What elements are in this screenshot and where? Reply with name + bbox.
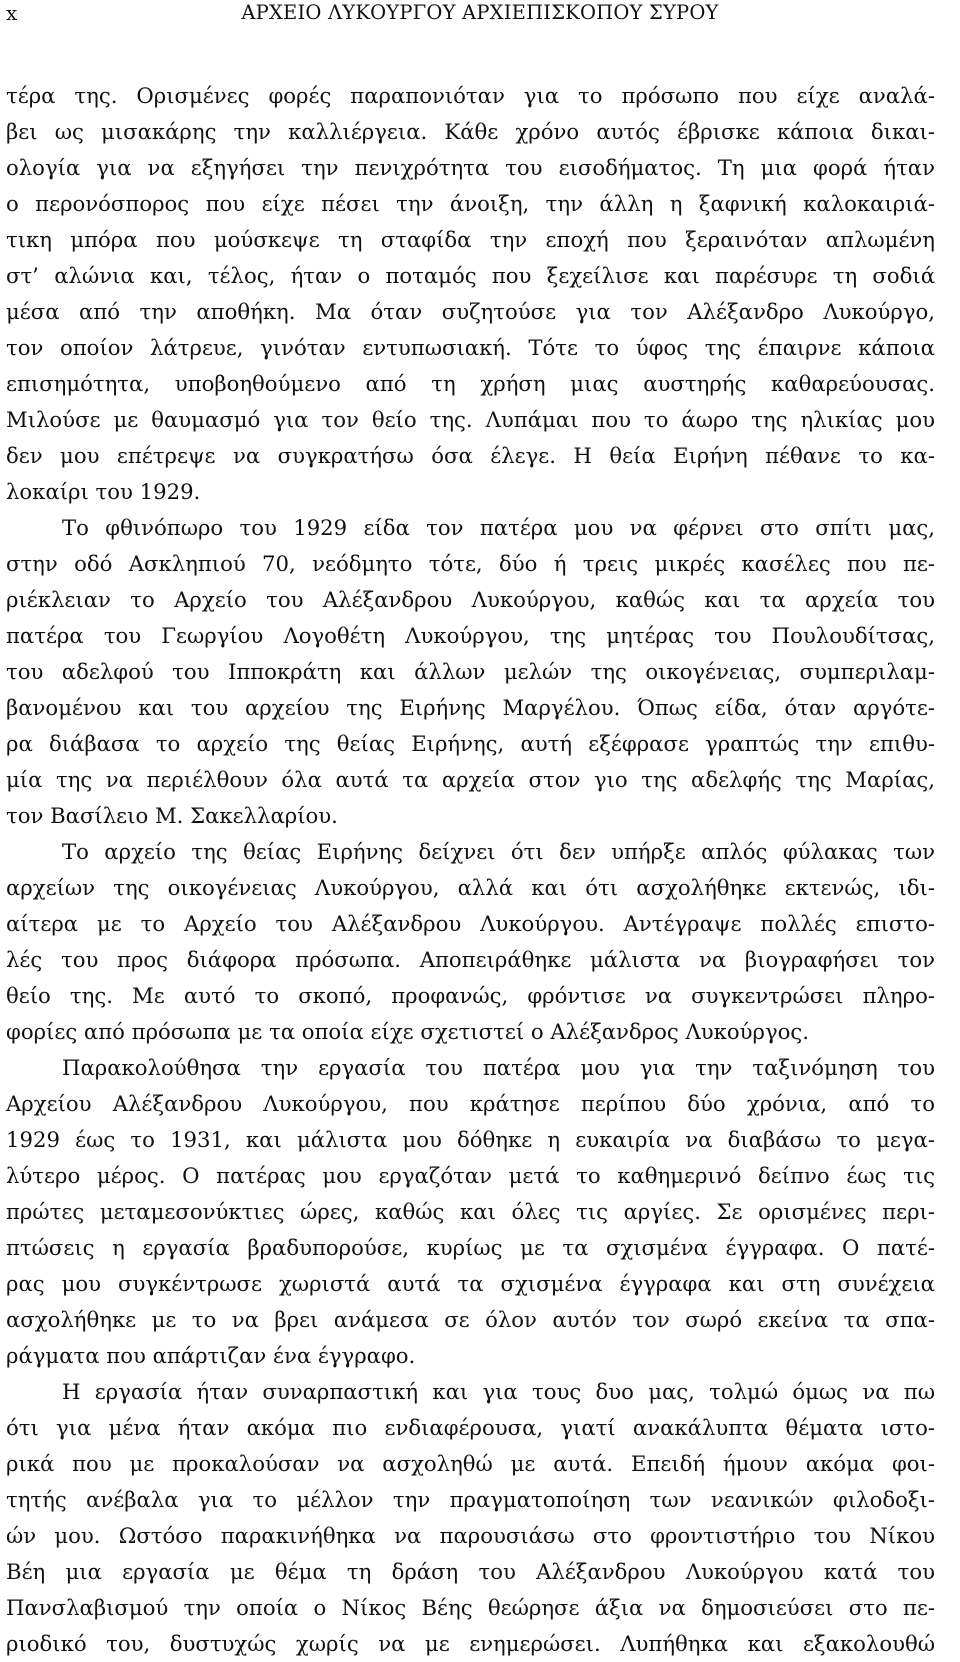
text-line: ριοδικό του, δυστυχώς χωρίς να με ενημερώσει. Λυπήθηκα και εξακολουθώ — [6, 1631, 935, 1656]
text-line: πατέρα του Γεωργίου Λογοθέτη Λυκούργου, της μητέρας του Πουλουδίτσας, — [6, 623, 935, 648]
text-line: ασχολήθηκε με το να βρει ανάμεσα σε όλον αυτόν τον σωρό εκείνα τα σπα- — [6, 1307, 935, 1332]
paragraph-first-line: Το φθινόπωρο του 1929 είδα τον πατέρα μου να φέρνει στο σπίτι μας, — [62, 515, 935, 540]
page-number: x — [6, 1, 18, 25]
page-header — [0, 0, 960, 30]
text-line: δεν μου επέτρεψε να συγκρατήσω όσα έλεγε. Η θεία Ειρήνη πέθανε το κα- — [6, 443, 935, 468]
text-line: ολογία για να εξηγήσει την πενιχρότητα του εισοδήματος. Τη μια φορά ήταν — [6, 155, 935, 180]
text-line: ών μου. Ωστόσο παρακινήθηκα να παρουσιάσω στο φροντιστήριο του Νίκου — [6, 1523, 935, 1548]
paragraph-first-line: Το αρχείο της θείας Ειρήνης δείχνει ότι δεν υπήρξε απλός φύλακας των — [62, 839, 935, 864]
text-line: αρχείων της οικογένειας Λυκούργου, αλλά και ότι ασχολήθηκε εκτενώς, ιδι- — [6, 875, 935, 900]
text-line: στ’ αλώνια και, τέλος, ήταν ο ποταμός που ξεχείλισε και παρέσυρε τη σοδιά — [6, 263, 935, 288]
text-line: μέσα από την αποθήκη. Μα όταν συζητούσε για τον Αλέξανδρο Λυκούργο, — [6, 299, 935, 324]
text-line: Αρχείου Αλέξανδρου Λυκούργου, που κράτησε περίπου δύο χρόνια, από το — [6, 1091, 935, 1116]
paragraph-first-line: Παρακολούθησα την εργασία του πατέρα μου για την ταξινόμηση του — [62, 1055, 935, 1080]
text-line: μία της να περιέλθουν όλα αυτά τα αρχεία στον γιο της αδελφής της Μαρίας, — [6, 767, 935, 792]
text-line: τον οποίον λάτρευε, γινόταν εντυπωσιακή. Τότε το ύφος της έπαιρνε κάποια — [6, 335, 935, 360]
text-line: λές του προς διάφορα πρόσωπα. Αποπειράθηκε μάλιστα να βιογραφήσει τον — [6, 947, 935, 972]
text-line: τητής ανέβαλα για το μέλλον την πραγματοποίηση των νεανικών φιλοδοξι- — [6, 1487, 935, 1512]
text-line: Μιλούσε με θαυμασμό για τον θείο της. Λυπάμαι που το άωρο της ηλικίας μου — [6, 407, 935, 432]
text-line: θείο της. Με αυτό το σκοπό, προφανώς, φρόντισε να συγκεντρώσει πληρο- — [6, 983, 935, 1008]
text-line: τέρα της. Ορισμένες φορές παραπονιόταν για το πρόσωπο που είχε αναλά- — [6, 83, 935, 108]
text-line: ο περονόσπορος που είχε πέσει την άνοιξη, την άλλη η ξαφνική καλοκαιριά- — [6, 191, 935, 216]
text-line: βανομένου και του αρχείου της Ειρήνης Μαργέλου. Όπως είδα, όταν αργότε- — [6, 695, 935, 720]
text-line: πρώτες μεταμεσονύκτιες ώρες, καθώς και όλες τις αργίες. Σε ορισμένες περι- — [6, 1199, 935, 1224]
text-line: ρα διάβασα το αρχείο της θείας Ειρήνης, αυτή εξέφρασε γραπτώς την επιθυ- — [6, 731, 935, 756]
text-line: πτώσεις η εργασία βραδυπορούσε, κυρίως με τα σχισμένα έγγραφα. Ο πατέ- — [6, 1235, 935, 1260]
text-line: ότι για μένα ήταν ακόμα πιο ενδιαφέρουσα, γιατί ανακάλυπτα θέματα ιστο- — [6, 1415, 935, 1440]
paragraph-first-line: Η εργασία ήταν συναρπαστική και για τους δυο μας, τολμώ όμως να πω — [62, 1379, 935, 1404]
text-line: λοκαίρι του 1929. — [6, 479, 201, 504]
text-line: επισημότητα, υποβοηθούμενο από τη χρήση μιας αυστηρής καθαρεύουσας. — [6, 371, 935, 396]
text-line: τικη μπόρα που μούσκεψε τη σταφίδα την εποχή που ξεραινόταν απλωμένη — [6, 227, 935, 252]
text-line: 1929 έως το 1931, και μάλιστα μου δόθηκε η ευκαιρία να διαβάσω το μεγα- — [6, 1127, 935, 1152]
text-line: λύτερο μέρος. Ο πατέρας μου εργαζόταν μετά το καθημερινό δείπνο έως τις — [6, 1163, 935, 1188]
text-line: βει ως μισακάρης την καλλιέργεια. Κάθε χρόνο αυτός έβρισκε κάποια δικαι- — [6, 119, 935, 144]
body-text — [6, 78, 935, 1662]
text-line: ρικά που με προκαλούσαν να ασχοληθώ με αυτά. Επειδή ήμουν ακόμα φοι- — [6, 1451, 935, 1476]
text-line: Βέη μια εργασία με θέμα τη δράση του Αλέξανδρου Λυκούργου κατά του — [6, 1559, 935, 1584]
text-line: ριέκλειαν το Αρχείο του Αλέξανδρου Λυκούργου, καθώς και τα αρχεία του — [6, 587, 935, 612]
text-line: τον Βασίλειο Μ. Σακελλαρίου. — [6, 803, 338, 828]
text-line: αίτερα με το Αρχείο του Αλέξανδρου Λυκούργου. Αντέγραψε πολλές επιστο- — [6, 911, 935, 936]
running-head: ΑΡΧΕΙΟ ΛΥΚΟΥΡΓΟΥ ΑΡΧΙΕΠΙΣΚΟΠΟΥ ΣΥΡΟΥ — [241, 1, 719, 24]
text-line: Πανσλαβισμού την οποία ο Νίκος Βέης θεώρησε άξια να δημοσιεύσει στο πε- — [6, 1595, 935, 1620]
text-line: ράγματα που απάρτιζαν ένα έγγραφο. — [6, 1343, 416, 1368]
text-line: φορίες από πρόσωπα με τα οποία είχε σχετιστεί ο Αλέξανδρος Λυκούργος. — [6, 1019, 810, 1044]
text-line: του αδελφού του Ιπποκράτη και άλλων μελών της οικογένειας, συμπεριλαμ- — [6, 659, 935, 684]
text-line: ρας μου συγκέντρωσε χωριστά αυτά τα σχισμένα έγγραφα και στη συνέχεια — [6, 1271, 935, 1296]
text-line: στην οδό Ασκληπιού 70, νεόδμητο τότε, δύο ή τρεις μικρές κασέλες που πε- — [6, 551, 935, 576]
